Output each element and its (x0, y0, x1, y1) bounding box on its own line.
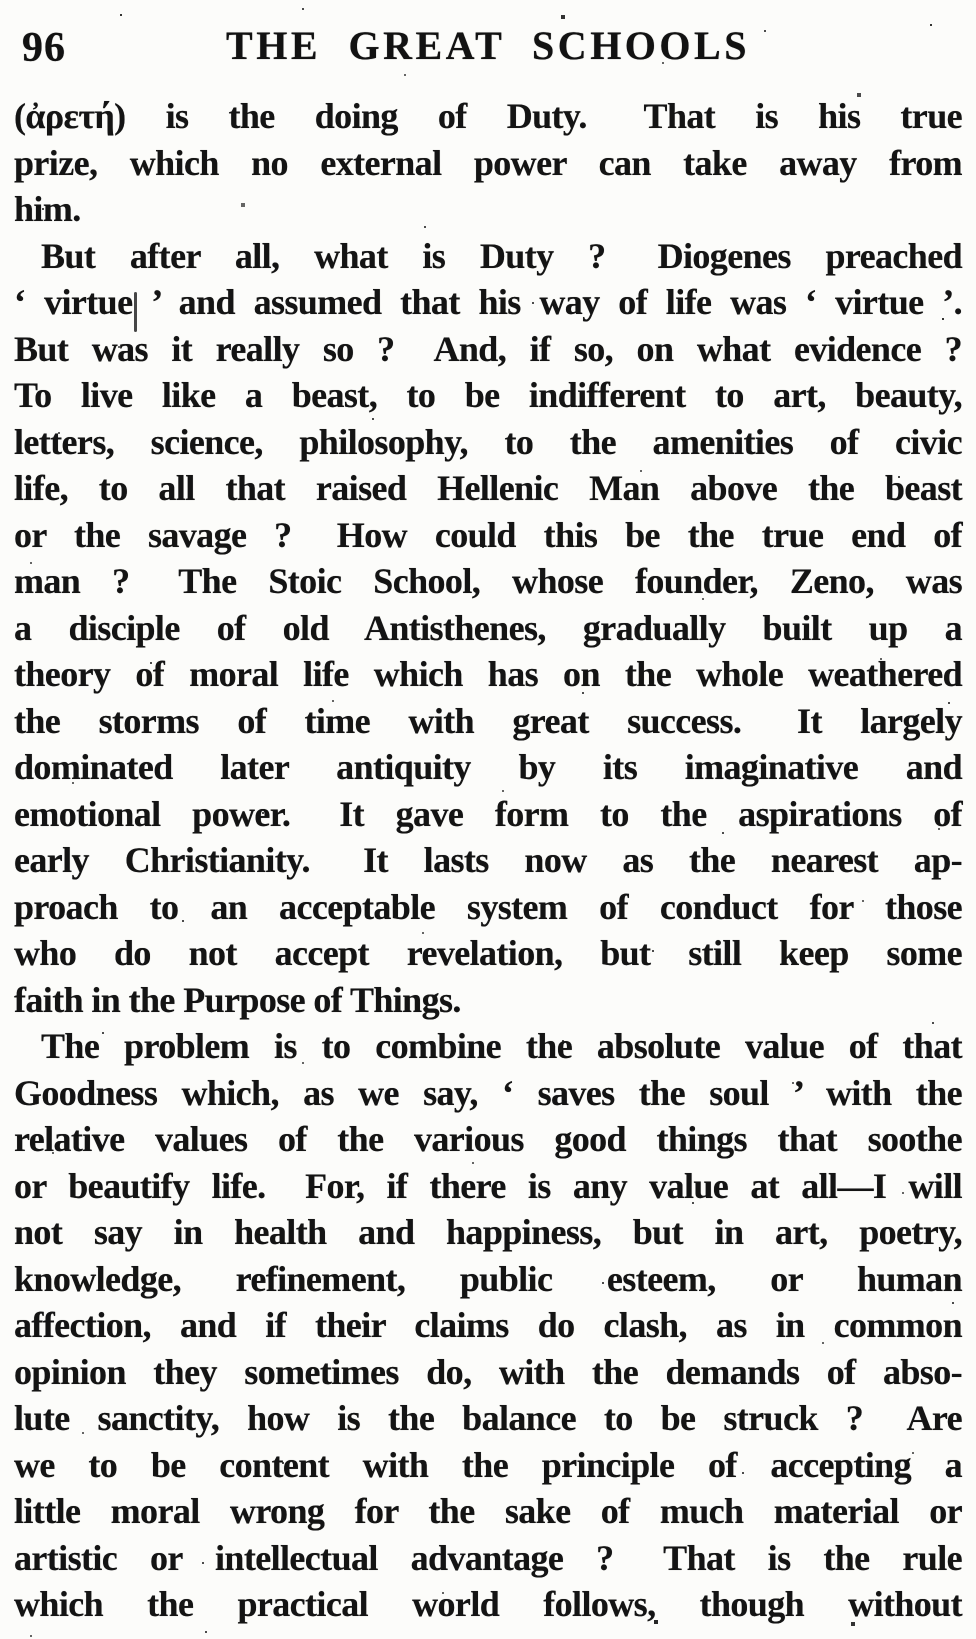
text-line: letters, science, philosophy, to the amenities of civic (14, 421, 962, 462)
text-line: relative values of the various good things that soothe (14, 1119, 962, 1159)
text-line: man ? The Stoic School, whose founder, Zeno, was (14, 561, 962, 601)
text-line: opinion they sometimes do, with the demands of abso- (14, 1351, 962, 1392)
text-line: not say in health and happiness, but in art, poetry, (14, 1212, 962, 1252)
text-line: prize, which no external power can take away from (14, 142, 962, 183)
paragraph (14, 93, 962, 233)
text-line: But after all, what is Duty ? Diogenes preached (41, 235, 962, 276)
text-line: theory of moral life which has on the whole weathered (14, 654, 962, 694)
text-line: life, to all that raised Hellenic Man above the beast (14, 468, 962, 508)
text-line: early Christianity. It lasts now as the nearest ap- (14, 840, 962, 880)
text-column (14, 93, 962, 1628)
text-line: dominated later antiquity by its imaginative and (14, 747, 962, 787)
text-line: But was it really so ? And, if so, on what evidence ? (14, 328, 962, 369)
text-line: little moral wrong for the sake of much material or (14, 1491, 962, 1531)
text-line: which the practical world follows, though without (14, 1584, 962, 1624)
text-line: To live like a beast, to be indifferent to art, beauty, (14, 375, 962, 415)
scan-noise-speckles (0, 0, 2, 2)
text-line: affection, and if their claims do clash, as in common (14, 1305, 962, 1345)
page-header (0, 22, 976, 71)
text-line: knowledge, refinement, public esteem, or human (14, 1258, 962, 1299)
text-line: we to be content with the principle of accepting a (14, 1444, 962, 1485)
page-header-title: THE GREAT SCHOOLS (226, 23, 750, 68)
text-line: (ἀρετή) is the doing of Duty. That is his true (14, 96, 962, 136)
paragraph (14, 233, 962, 1024)
text-line: him. (14, 189, 81, 229)
text-line: Goodness which, as we say, ‘ saves the soul ’ with the (14, 1072, 962, 1113)
text-line: the storms of time with great success. It largely (14, 700, 962, 741)
text-line: faith in the Purpose of Things. (14, 979, 461, 1020)
page-number: 96 (22, 25, 66, 71)
paragraph (14, 1023, 962, 1628)
text-line: artistic or intellectual advantage ? That is the rule (14, 1537, 962, 1578)
text-line: who do not accept revelation, but still keep some (14, 933, 962, 973)
text-line: proach to an acceptable system of conduct for those (14, 886, 962, 927)
text-line: or the savage ? How could this be the true end of (14, 514, 962, 555)
text-line: a disciple of old Antisthenes, gradually built up a (14, 607, 962, 648)
text-line: The problem is to combine the absolute value of that (41, 1026, 962, 1066)
text-line: ‘ virtue ’ and assumed that his way of life was ‘ virtue ’. (14, 282, 962, 322)
text-line: emotional power. It gave form to the aspirations of (14, 793, 962, 834)
text-line: lute sanctity, how is the balance to be struck ? Are (14, 1398, 962, 1438)
text-line: or beautify life. For, if there is any value at all—I will (14, 1165, 962, 1206)
